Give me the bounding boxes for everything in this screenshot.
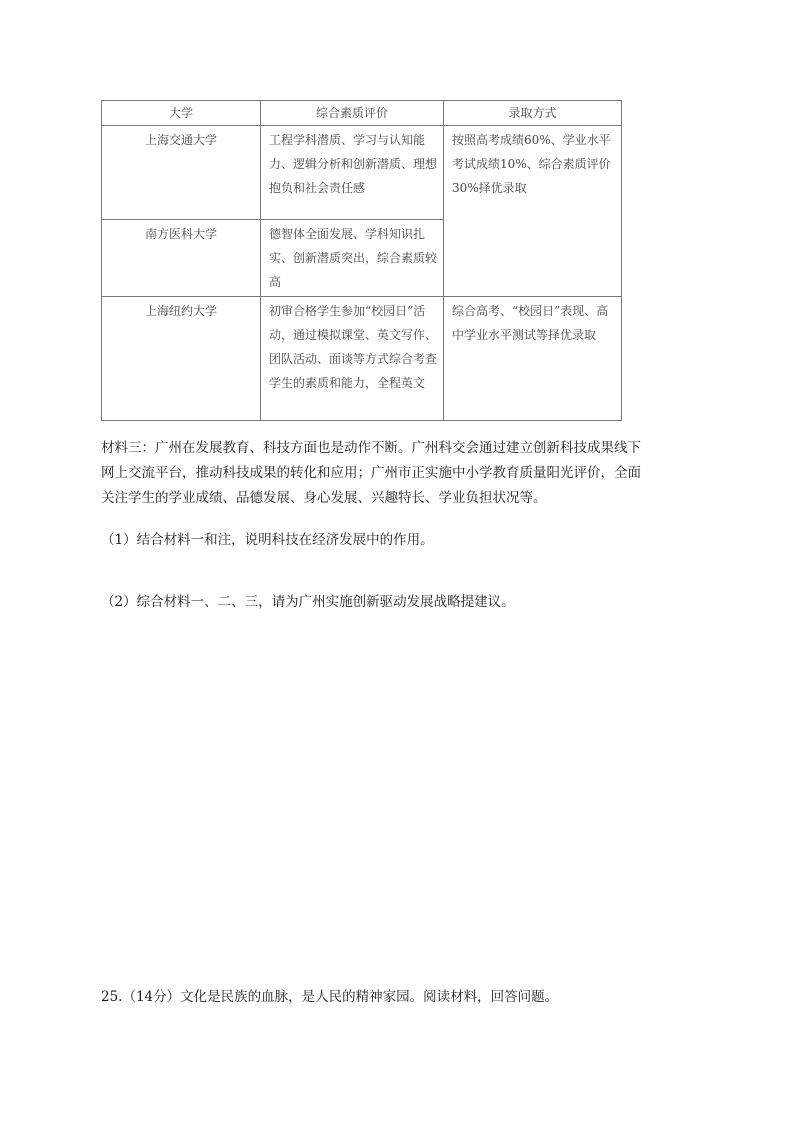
material-three-line: 关注学生的学业成绩、品德发展、身心发展、兴趣特长、学业负担状况等。	[101, 490, 547, 506]
question-25: 25.（14分）文化是民族的血脉，是人民的精神家园。阅读材料，回答问题。	[101, 989, 559, 1005]
table-row	[102, 126, 622, 220]
table-row	[102, 297, 622, 421]
university-cell: 上海纽约大学	[102, 297, 261, 421]
university-cell: 上海交通大学	[102, 126, 261, 220]
shared-admission-cell: 按照高考成绩60%、学业水平考试成绩10%、综合素质评价30%择优录取	[444, 126, 622, 297]
table-header-row	[102, 101, 622, 126]
material-three-line: 材料三：广州在发展教育、科技方面也是动作不断。广州科交会通过建立创新科技成果线下	[101, 440, 641, 456]
admission-cell: 综合高考、“校园日”表现、高中学业水平测试等择优录取	[444, 297, 622, 421]
question-1: （1）结合材料一和注，说明科技在经济发展中的作用。	[101, 532, 434, 548]
header-university: 大学	[102, 101, 261, 126]
header-evaluation: 综合素质评价	[261, 101, 444, 126]
admission-table	[101, 100, 622, 421]
material-three-line: 网上交流平台，推动科技成果的转化和应用；广州市正实施中小学教育质量阳光评价，全面	[101, 465, 641, 481]
evaluation-cell: 工程学科潜质、学习与认知能力、逻辑分析和创新潜质、理想抱负和社会责任感	[261, 126, 444, 220]
header-admission: 录取方式	[444, 101, 622, 126]
question-2: （2）综合材料一、二、三，请为广州实施创新驱动发展战略提建议。	[101, 594, 515, 610]
material-three	[101, 436, 671, 511]
university-cell: 南方医科大学	[102, 220, 261, 297]
evaluation-cell: 初审合格学生参加“校园日”活动，通过模拟课堂、英文写作、团队活动、面谈等方式综合考查学生的素质和能力，全程英文	[261, 297, 444, 421]
evaluation-cell: 德智体全面发展、学科知识扎实、创新潜质突出，综合素质较高	[261, 220, 444, 297]
